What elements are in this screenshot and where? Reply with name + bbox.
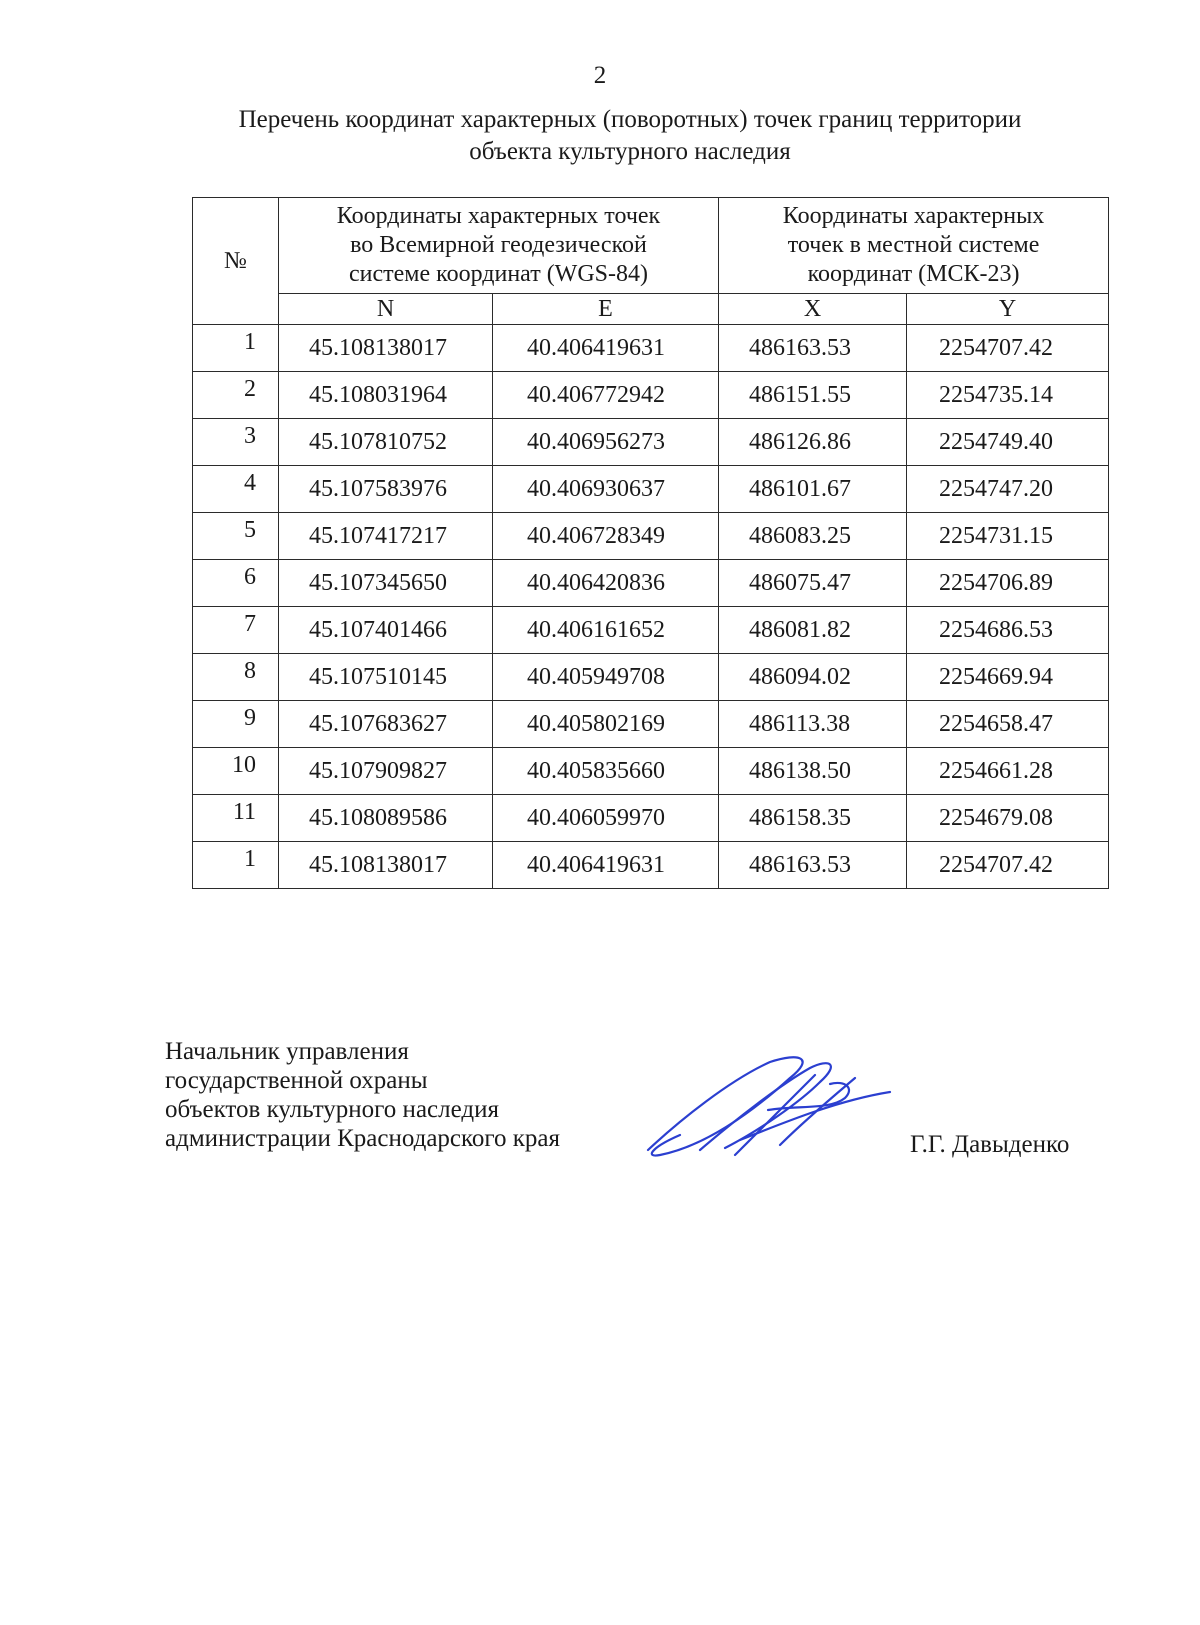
latitude-n-cell: 45.107909827 (279, 748, 493, 795)
latitude-n-cell: 45.108138017 (279, 842, 493, 889)
document-title-line-2: объекта культурного наследия (469, 138, 791, 165)
table-row (193, 748, 1109, 795)
msk-y-cell: 2254707.42 (907, 325, 1109, 372)
table-row (193, 513, 1109, 560)
table-row (193, 560, 1109, 607)
header-msk23-line-3: координат (МСК-23) (807, 261, 1020, 287)
latitude-n-cell: 45.108089586 (279, 795, 493, 842)
point-number-cell: 6 (193, 560, 279, 607)
longitude-e-cell: 40.406420836 (493, 560, 719, 607)
point-number-cell: 4 (193, 466, 279, 513)
table-row (193, 795, 1109, 842)
longitude-e-cell: 40.405835660 (493, 748, 719, 795)
signatory-position-line-2: государственной охраны (165, 1067, 428, 1094)
msk-x-cell: 486101.67 (719, 466, 907, 513)
table-row (193, 701, 1109, 748)
msk-y-cell: 2254679.08 (907, 795, 1109, 842)
point-number-cell: 7 (193, 607, 279, 654)
msk-y-cell: 2254707.42 (907, 842, 1109, 889)
point-number-cell: 5 (193, 513, 279, 560)
latitude-n-cell: 45.107417217 (279, 513, 493, 560)
latitude-n-cell: 45.107510145 (279, 654, 493, 701)
signatory-position-line-4: администрации Краснодарского края (165, 1125, 561, 1152)
table-body (193, 325, 1109, 889)
msk-y-cell: 2254661.28 (907, 748, 1109, 795)
msk-x-cell: 486094.02 (719, 654, 907, 701)
point-number-cell: 1 (193, 842, 279, 889)
signatory-position (165, 1037, 560, 1153)
msk-y-cell: 2254749.40 (907, 419, 1109, 466)
longitude-e-cell: 40.406772942 (493, 372, 719, 419)
header-wgs84-line-3: системе координат (WGS-84) (349, 261, 648, 287)
subheader-y: Y (907, 294, 1109, 325)
msk-y-cell: 2254706.89 (907, 560, 1109, 607)
table-row (193, 842, 1109, 889)
header-msk23 (719, 198, 1109, 294)
longitude-e-cell: 40.406956273 (493, 419, 719, 466)
header-wgs84-line-2: во Всемирной геодезической (350, 232, 647, 258)
msk-x-cell: 486158.35 (719, 795, 907, 842)
latitude-n-cell: 45.108138017 (279, 325, 493, 372)
longitude-e-cell: 40.405949708 (493, 654, 719, 701)
longitude-e-cell: 40.406419631 (493, 842, 719, 889)
msk-y-cell: 2254735.14 (907, 372, 1109, 419)
point-number-cell: 8 (193, 654, 279, 701)
subheader-n: N (279, 294, 493, 325)
signer-name: Г.Г. Давыденко (910, 1131, 1070, 1158)
header-wgs84-line-1: Координаты характерных точек (336, 203, 661, 229)
longitude-e-cell: 40.406930637 (493, 466, 719, 513)
msk-x-cell: 486138.50 (719, 748, 907, 795)
table-row (193, 419, 1109, 466)
msk-x-cell: 486163.53 (719, 842, 907, 889)
table-subheader-row (193, 294, 1109, 325)
header-msk23-line-2: точек в местной системе (787, 232, 1040, 258)
longitude-e-cell: 40.405802169 (493, 701, 719, 748)
document-title-line-1: Перечень координат характерных (поворотных) точек границ территории (238, 106, 1022, 133)
msk-x-cell: 486163.53 (719, 325, 907, 372)
longitude-e-cell: 40.406419631 (493, 325, 719, 372)
document-title (160, 104, 1100, 168)
point-number-cell: 10 (193, 748, 279, 795)
table-row (193, 654, 1109, 701)
msk-x-cell: 486081.82 (719, 607, 907, 654)
handwritten-signature (640, 1050, 900, 1170)
msk-x-cell: 486113.38 (719, 701, 907, 748)
msk-x-cell: 486126.86 (719, 419, 907, 466)
signatory-position-line-1: Начальник управления (165, 1038, 409, 1065)
table-row (193, 607, 1109, 654)
table-row (193, 466, 1109, 513)
msk-x-cell: 486083.25 (719, 513, 907, 560)
subheader-x: X (719, 294, 907, 325)
msk-y-cell: 2254658.47 (907, 701, 1109, 748)
point-number-cell: 3 (193, 419, 279, 466)
latitude-n-cell: 45.108031964 (279, 372, 493, 419)
latitude-n-cell: 45.107345650 (279, 560, 493, 607)
coordinates-table (192, 197, 1109, 889)
subheader-e: E (493, 294, 719, 325)
point-number-cell: 2 (193, 372, 279, 419)
longitude-e-cell: 40.406161652 (493, 607, 719, 654)
msk-y-cell: 2254669.94 (907, 654, 1109, 701)
signatory-position-line-3: объектов культурного наследия (165, 1096, 499, 1123)
longitude-e-cell: 40.406728349 (493, 513, 719, 560)
point-number-cell: 9 (193, 701, 279, 748)
latitude-n-cell: 45.107683627 (279, 701, 493, 748)
point-number-cell: 1 (193, 325, 279, 372)
msk-y-cell: 2254731.15 (907, 513, 1109, 560)
msk-x-cell: 486075.47 (719, 560, 907, 607)
table-row (193, 325, 1109, 372)
table-header-row (193, 198, 1109, 294)
latitude-n-cell: 45.107401466 (279, 607, 493, 654)
header-msk23-line-1: Координаты характерных (782, 203, 1045, 229)
point-number-cell: 11 (193, 795, 279, 842)
longitude-e-cell: 40.406059970 (493, 795, 719, 842)
msk-y-cell: 2254686.53 (907, 607, 1109, 654)
header-wgs84 (279, 198, 719, 294)
latitude-n-cell: 45.107810752 (279, 419, 493, 466)
page-number: 2 (593, 62, 607, 89)
header-number: № (193, 198, 279, 325)
table-row (193, 372, 1109, 419)
latitude-n-cell: 45.107583976 (279, 466, 493, 513)
msk-x-cell: 486151.55 (719, 372, 907, 419)
msk-y-cell: 2254747.20 (907, 466, 1109, 513)
